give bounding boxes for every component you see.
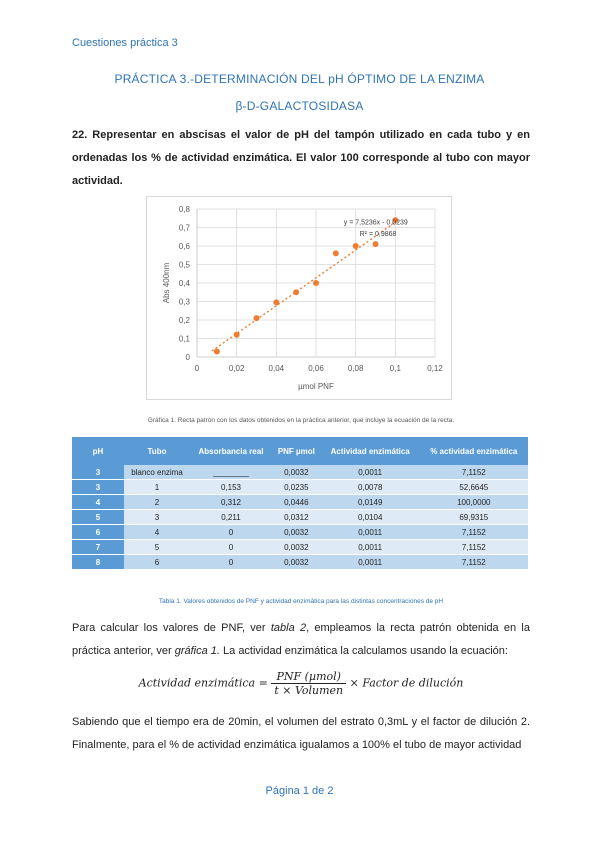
table-cell: 2: [124, 495, 190, 510]
table-header: % actividad enzimática: [420, 437, 528, 465]
table-cell: 0: [190, 525, 272, 540]
table-cell: 6: [124, 555, 190, 570]
chart-frame: [146, 196, 452, 400]
table-cell: 5: [72, 510, 124, 525]
y-tick-label: 0: [185, 353, 190, 362]
table-row: [72, 555, 528, 570]
page-footer: Página 1 de 2: [265, 785, 334, 797]
table-cell: 0,0312: [272, 510, 321, 525]
data-point: [313, 280, 319, 286]
table-header-row: [72, 437, 528, 465]
x-tick-label: 0,04: [268, 364, 285, 373]
table-row: [72, 540, 528, 555]
title-line-2: β-D-GALACTOSIDASA: [235, 99, 364, 113]
data-point: [333, 250, 339, 256]
equation-denominator: t × Volumen: [274, 684, 344, 697]
table-cell: 0,0032: [272, 465, 321, 480]
table-cell: 4: [72, 495, 124, 510]
table-cell: 7,1152: [420, 555, 528, 570]
table-cell: 0: [190, 555, 272, 570]
x-axis-title: µmol PNF: [298, 382, 334, 391]
table-row: [72, 495, 528, 510]
table-cell: 0,0011: [321, 540, 420, 555]
table-cell: 0,0104: [321, 510, 420, 525]
x-tick-label: 0,08: [347, 364, 364, 373]
x-tick-label: 0,12: [427, 364, 443, 373]
table-cell: 4: [124, 525, 190, 540]
table-cell: 0,312: [190, 495, 272, 510]
r-squared-label: R² = 0,9868: [359, 230, 397, 238]
trendline: [212, 222, 395, 351]
y-tick-label: 0,3: [178, 297, 190, 307]
y-tick-label: 0,6: [178, 242, 190, 251]
chart-caption: Gráfica 1. Recta patrón con los datos obtenidos en la práctica anterior, que incluye la ecuación de la recta.: [147, 417, 455, 424]
table-row: [72, 510, 528, 525]
data-point: [214, 348, 220, 354]
data-point: [293, 289, 299, 295]
table-header: pH: [72, 437, 124, 465]
table-cell: blanco enzima: [124, 465, 190, 480]
chart-reference: gráfica 1.: [174, 645, 220, 657]
data-point: [234, 332, 240, 338]
paragraph-1-text: , empleamos la recta patrón obtenida en la práctica anterior, ver: [72, 622, 530, 657]
table-row: [72, 525, 528, 540]
table-cell: 0,211: [190, 510, 272, 525]
equation-lhs: Actividad enzimática =: [138, 676, 268, 690]
table-cell: 7,1152: [420, 540, 528, 555]
activity-equation: [72, 670, 530, 697]
table-cell: 100,0000: [420, 495, 528, 510]
table-cell: 0,0011: [321, 465, 420, 480]
y-tick-label: 0,8: [178, 205, 190, 214]
table-cell: 0,0235: [272, 480, 321, 495]
equation-rhs: × Factor de dilución: [349, 676, 464, 690]
table-cell: 52,6645: [420, 480, 528, 495]
title-line-1: PRÁCTICA 3.-DETERMINACIÓN DEL pH ÓPTIMO DE LA ENZIMA: [114, 72, 485, 86]
table-cell: 0,0446: [272, 495, 321, 510]
paragraph-2: Sabiendo que el tiempo era de 20min, el volumen del estrato 0,3mL y el factor de dilución 2. Finalmente, para el % de actividad enzimática igualamos a 100% el tubo de mayor actividad: [72, 716, 530, 751]
table-cell: ________: [190, 465, 272, 480]
table-cell: 0,0011: [321, 555, 420, 570]
paragraph-1-text: Para calcular los valores de PNF, ver: [72, 622, 271, 634]
x-tick-label: 0,02: [228, 364, 245, 373]
table-cell: 3: [72, 465, 124, 480]
table-cell: 7: [72, 540, 124, 555]
equation-numerator: PNF (µmol): [271, 670, 346, 684]
trendline-equation: y = 7,5236x - 0,0239: [343, 219, 408, 227]
table-cell: 0,0011: [321, 525, 420, 540]
table-header: Absorbancia real: [190, 437, 272, 465]
table-cell: 3: [124, 510, 190, 525]
data-point: [254, 315, 260, 321]
y-tick-label: 0,7: [178, 223, 190, 233]
paragraph-1: [72, 617, 530, 663]
question-text: 22. Representar en abscisas el valor de pH del tampón utilizado en cada tubo y en ordenadas los % de actividad enzimática. El valor 100 corresponde al tubo con mayor actividad.: [72, 129, 530, 187]
table-header: Tubo: [124, 437, 190, 465]
x-tick-label: 0,06: [308, 364, 324, 373]
data-point: [273, 299, 279, 305]
table-cell: 69,9315: [420, 510, 528, 525]
table-cell: 5: [124, 540, 190, 555]
equation-fraction: [271, 670, 346, 697]
table-cell: 0,153: [190, 480, 272, 495]
table-cell: 1: [124, 480, 190, 495]
y-axis-title: Abs 400nm: [162, 262, 171, 304]
x-tick-label: 0,1: [389, 364, 401, 373]
table-row: [72, 480, 528, 495]
table-cell: 0,0032: [272, 555, 321, 570]
table-cell: 0,0149: [321, 495, 420, 510]
table-row: [72, 465, 528, 480]
y-tick-label: 0,4: [178, 279, 190, 288]
table-reference: tabla 2: [270, 622, 307, 634]
table-cell: 0: [190, 540, 272, 555]
calibration-chart: [147, 197, 451, 399]
page-header: Cuestiones práctica 3: [72, 37, 178, 49]
paragraph-1-text: La actividad enzimática la calculamos usando la ecuación:: [219, 645, 508, 657]
table-cell: 7,1152: [420, 525, 528, 540]
x-tick-label: 0: [194, 364, 200, 373]
y-tick-label: 0,1: [178, 334, 190, 344]
table-cell: 0,0032: [272, 540, 321, 555]
table-caption: Tabla 1. Valores obtenidos de PNF y actividad enzimática para las distintas concentraciones de pH: [158, 598, 444, 605]
table-header: PNF µmol: [272, 437, 321, 465]
table-cell: 6: [72, 525, 124, 540]
table-cell: 7,1152: [420, 465, 528, 480]
table-header: Actividad enzimática: [321, 437, 420, 465]
y-tick-label: 0,2: [178, 316, 190, 325]
table-cell: 0,0078: [321, 480, 420, 495]
data-point: [353, 243, 359, 249]
table-cell: 3: [72, 480, 124, 495]
data-point: [373, 241, 379, 247]
y-tick-label: 0,5: [178, 260, 190, 270]
table-cell: 0,0032: [272, 525, 321, 540]
data-table: [72, 437, 528, 570]
table-cell: 8: [72, 555, 124, 570]
